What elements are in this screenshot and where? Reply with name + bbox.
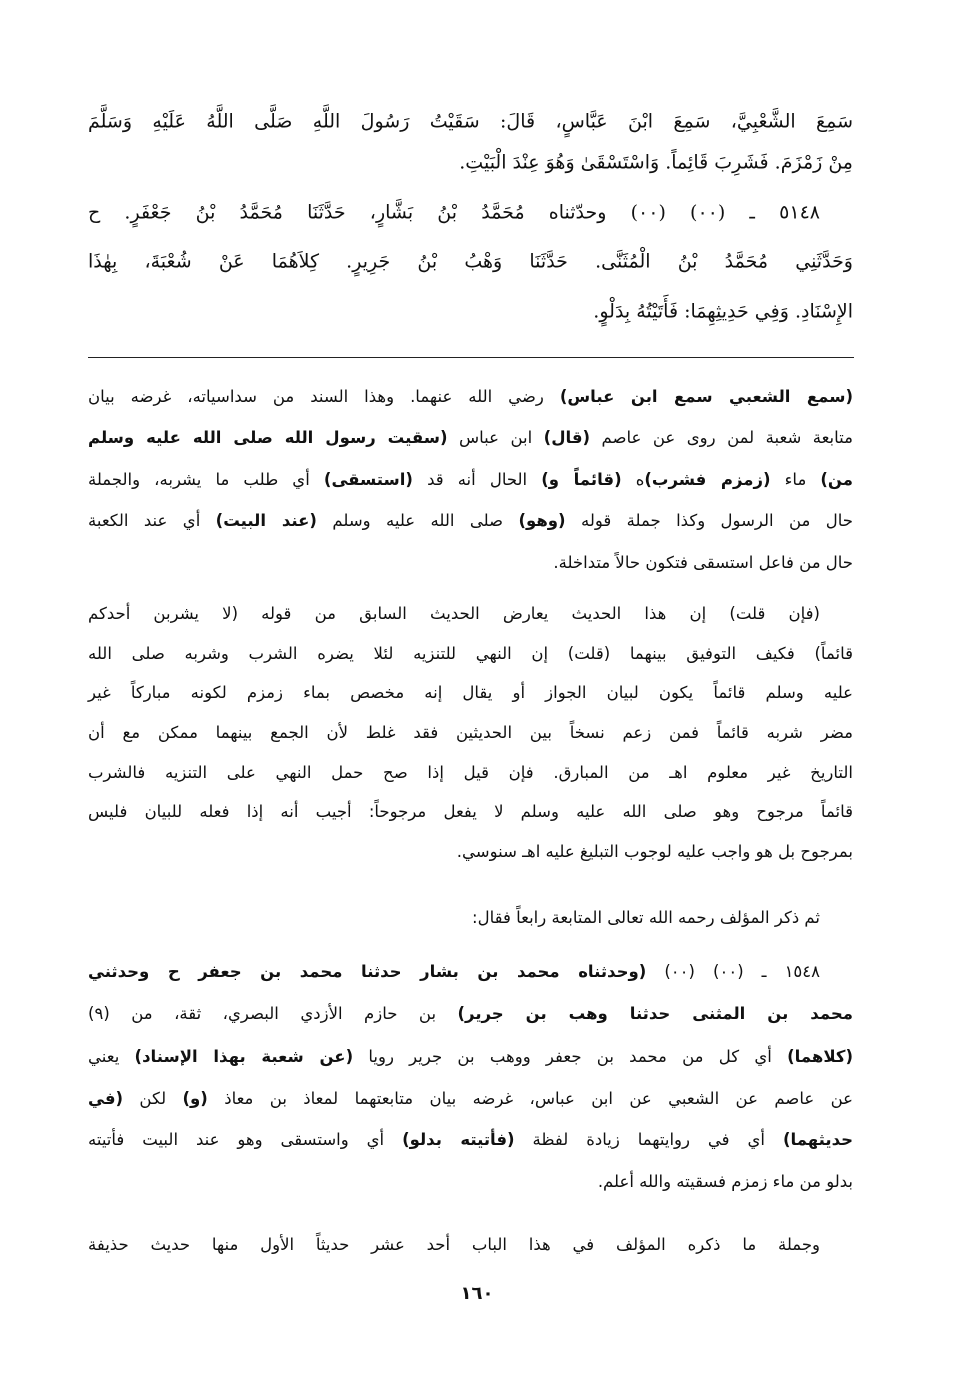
commentary-line	[88, 1046, 854, 1066]
bold-quote-text: (كلاهما)	[787, 1046, 854, 1066]
bold-quote-text: (سمع الشعبي سمع ابن عباس)	[559, 386, 854, 406]
bold-quote-text: (قائماً و)	[541, 469, 622, 489]
text-segment: ابن عباس	[447, 427, 544, 447]
bold-quote-text: (استسقى)	[323, 469, 413, 489]
commentary-line	[88, 1129, 853, 1149]
bold-quote-text: من)	[820, 469, 853, 489]
text-segment: ثم ذكر المؤلف رحمه الله تعالى المتابعة رابعاً فقال:	[472, 907, 820, 927]
text-segment: عليه وسلم قائماً يكون لبيان الجواز أو يقال إنه مخصص بماء زمزم لكونه مباركاً غير	[88, 682, 853, 702]
commentary-line	[88, 1171, 853, 1191]
commentary-line	[88, 907, 820, 927]
hadith-line	[88, 201, 820, 224]
text-segment: رضي الله عنهما. وهذا السند من سداسياته، غرضه بيان	[88, 386, 560, 406]
commentary-line	[88, 386, 854, 406]
commentary-line	[88, 682, 853, 702]
text-segment: وجملة ما ذكره المؤلف في هذا الباب أحد عشر حديثاً الأول منها حديث حذيفة	[88, 1234, 820, 1254]
bold-quote-text: (قال)	[543, 427, 591, 447]
text-segment: وَحَدَّثَنِي مُحَمَّدُ بْنُ الْمُثَنَّى. حَدَّثَنَا وَهْبُ بْنُ جَرِيرٍ. كِلاَهُمَا عَنْ شُعْبَةَ، بِهٰذَا	[88, 250, 853, 273]
text-segment: عن عاصم عن الشعبي عن ابن عباس، غرضه بيان متابعتهما لمعاذ بن معاذ	[207, 1088, 853, 1108]
bold-quote-text: محمد بن المثنى حدثنا وهب بن جرير)	[457, 1003, 853, 1023]
text-segment: لكن	[123, 1088, 183, 1108]
text-segment: يعني	[88, 1046, 135, 1066]
bold-quote-text: (سقيت رسول الله صلى الله عليه وسلم	[88, 427, 448, 447]
text-segment: أي عند الكعبة	[88, 510, 216, 530]
text-segment: ٥١٤٨ ـ (٠٠) (٠٠) وحدّثناه مُحَمَّدُ بْنُ بَشَّارٍ، حَدَّثَنَا مُحَمَّدُ بْنُ جَعْفَرٍ. ح	[88, 201, 820, 224]
bold-quote-text: حديثهما)	[782, 1129, 853, 1149]
text-segment: أي واستسقى وهو عند البيت فأتيته	[88, 1129, 403, 1149]
text-segment: حال من فاعل استسقى فتكون حالاً متداخلة.	[553, 552, 853, 572]
bold-quote-text: (وهو)	[518, 510, 566, 530]
text-segment: الحال أنه قد	[412, 469, 542, 489]
commentary-line	[88, 1003, 853, 1023]
text-segment: متابعة شعبة لمن روى عن عاصم	[590, 427, 853, 447]
commentary-line	[88, 603, 820, 623]
text-segment: الإِسْنَادِ. وَفِي حَدِيثِهِمَا: فَأَتَيْتُهُ بِدَلْوٍ.	[593, 300, 853, 323]
page-number: ١٦٠	[460, 1283, 494, 1304]
text-segment: سَمِعَ الشَّعْبِيَّ، سَمِعَ ابْنَ عَبَّاسٍ، قَالَ: سَقَيْتُ رَسُولَ اللَّهِ صَلَّى اللَّهُ عَلَيْهِ وَسَلَّمَ	[88, 110, 853, 133]
text-segment: ه	[621, 469, 645, 489]
bold-quote-text: (عن شعبة بهذا الإسناد)	[134, 1046, 354, 1066]
text-segment: ماء	[770, 469, 821, 489]
commentary-line	[88, 427, 853, 447]
bold-quote-text: (و)	[182, 1088, 208, 1108]
text-segment: قائماً) فكيف التوفيق بينهما (قلت) إن النهي للتنزيه لئلا يضره الشرب وشربه صلى الله	[88, 643, 853, 663]
commentary-line	[88, 510, 854, 530]
text-segment: بمرجوح بل هو واجب عليه لوجوب التبليغ عليه اهـ سنوسي.	[456, 841, 853, 861]
text-segment: التاريخ غير معلوم اهـ من المبارق. فإن قيل إذا صح حمل النهي على التنزيه فالشرب	[88, 762, 853, 782]
commentary-line	[88, 762, 853, 782]
bold-quote-text: (وحدثناه محمد بن بشار حدثنا محمد بن جعفر ح وحدثني	[88, 961, 647, 981]
text-segment: قائماً مرجوح وهو صلى الله عليه وسلم لا يفعل مرجوحاً: أجيب أنه إذا فعله للبيان فليس	[88, 801, 853, 821]
text-segment: مِنْ زَمْزَمَ. فَشَرِبَ قَائِماً. وَاسْتَسْقَىٰ وَهُوَ عِنْدَ الْبَيْتِ.	[459, 151, 853, 174]
commentary-line	[88, 722, 853, 742]
text-segment: بن حازم الأزدي البصري، ثقة، من (٩)	[88, 1003, 458, 1023]
commentary-line	[88, 469, 853, 489]
commentary-line	[88, 643, 853, 663]
text-segment: مضر شربه قائماً فمن زعم نسخاً بين الحديثين فقد غلط لأن الجمع بينهما ممكن مع أن	[88, 722, 853, 742]
bold-quote-text: (زمزم فشرب)	[644, 469, 771, 489]
text-segment: أي في روايتهما زيادة لفظة	[514, 1129, 783, 1149]
commentary-line	[88, 1088, 853, 1108]
commentary-line	[88, 841, 853, 861]
text-segment: (فإن قلت) إن هذا الحديث يعارض الحديث السابق من قوله (لا يشربن أحدكم	[88, 603, 820, 623]
bold-quote-text: (عند البيت)	[215, 510, 317, 530]
text-segment: صلى الله عليه وسلم	[316, 510, 519, 530]
text-segment: ١٥٤٨ ـ (٠٠) (٠٠)	[646, 961, 821, 981]
hadith-line	[88, 250, 853, 273]
commentary-line	[88, 961, 821, 981]
text-segment: أي كل من محمد بن جعفر ووهب بن جرير رويا	[353, 1046, 788, 1066]
commentary-line	[88, 1234, 820, 1254]
separator-rule	[88, 357, 854, 358]
bold-quote-text: (فأتيته بدلو)	[402, 1129, 515, 1149]
hadith-line	[88, 300, 853, 323]
hadith-line	[88, 151, 853, 174]
bold-quote-text: (في	[88, 1088, 124, 1108]
hadith-line	[88, 110, 853, 133]
commentary-line	[88, 801, 853, 821]
commentary-line	[88, 552, 853, 572]
text-segment: حال من الرسول وكذا جملة قوله	[565, 510, 854, 530]
text-segment: أي طلب ما يشربه، والجملة	[88, 469, 324, 489]
text-segment: بدلو من ماء زمزم فسقيته والله أعلم.	[597, 1171, 853, 1191]
